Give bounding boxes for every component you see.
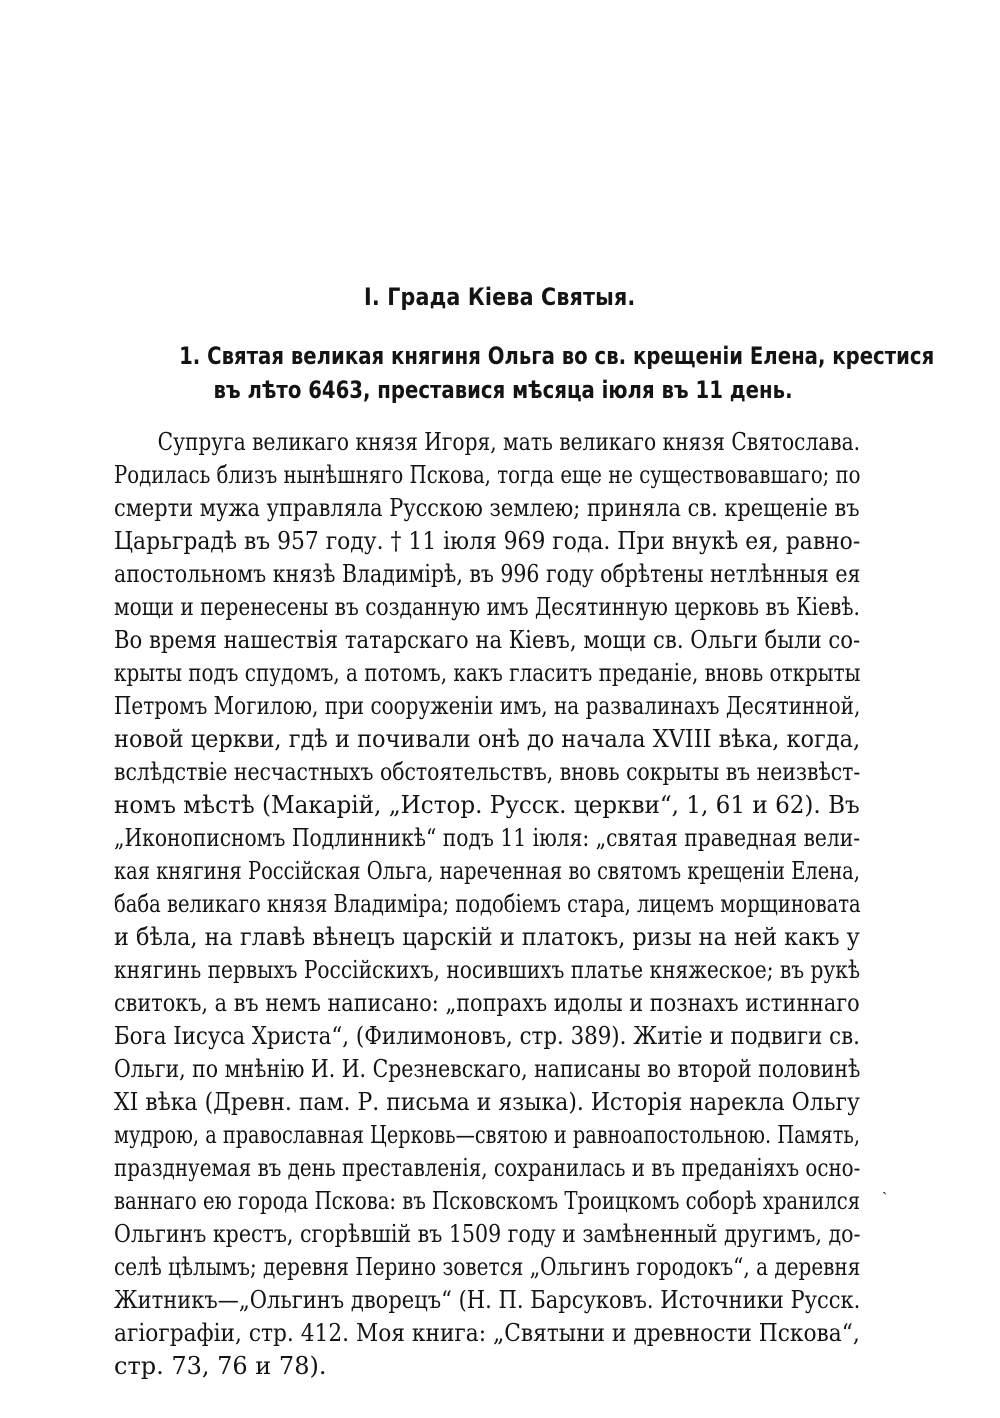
entry-heading-line-2: въ лѣто 6463, преставися мѣсяца іюля въ 11 день. bbox=[213, 376, 793, 404]
text-line: Во время нашествія татарскаго на Кіевъ, мощи св. Ольги были со- bbox=[114, 626, 861, 654]
text-line: мощи и перенесены въ созданную имъ Десятинную церковь въ Кіевѣ. bbox=[114, 593, 860, 621]
text-line: Царьградѣ въ 957 году. † 11 іюля 969 года. При внукѣ ея, равно- bbox=[114, 527, 861, 555]
text-line: стр. 73, 76 и 78). bbox=[114, 1352, 327, 1380]
text-line: вслѣдствіе несчастныхъ обстоятельствъ, вновь сокрыты въ неизвѣст- bbox=[114, 758, 861, 786]
text-line: кая княгиня Россійская Ольга, нареченная во святомъ крещеніи Елена, bbox=[114, 857, 860, 885]
text-line: Родилась близъ нынѣшняго Пскова, тогда еще не существовавшаго; по bbox=[114, 461, 861, 489]
text-line: смерти мужа управляла Русскою землею; приняла св. крещеніе въ bbox=[114, 494, 860, 522]
text-line: номъ мѣстѣ (Макарій, „Истор. Русск. церкви“, 1, 61 и 62). Въ bbox=[114, 791, 860, 819]
text-line: Ольги, по мнѣнію И. И. Срезневскаго, написаны во второй половинѣ bbox=[114, 1055, 861, 1083]
body-paragraph bbox=[114, 426, 860, 1383]
entry-heading-line-1: 1. Святая великая княгиня Ольга во св. крещеніи Елена, крестися bbox=[179, 342, 935, 370]
text-line: селѣ цѣлымъ; деревня Перино зовется „Ольгинъ городокъ“, а деревня bbox=[114, 1253, 861, 1281]
text-line: ваннаго ею города Пскова: въ Псковскомъ Троицкомъ соборѣ хранился bbox=[114, 1187, 861, 1215]
entry-heading bbox=[108, 339, 935, 407]
print-speck: ˎ bbox=[882, 1176, 888, 1195]
text-line: агіографіи, стр. 412. Моя книга: „Святыни и древности Пскова“, bbox=[114, 1319, 860, 1347]
text-line: Бога Іисуса Христа“, (Филимоновъ, стр. 389). Житіе и подвиги св. bbox=[114, 1022, 860, 1050]
text-line: Петромъ Могилою, при сооруженіи имъ, на развалинахъ Десятинной, bbox=[114, 692, 861, 720]
text-line: „Иконописномъ Подлинникѣ“ подъ 11 іюля: „святая праведная вели- bbox=[114, 824, 861, 852]
text-line: Ольгинъ крестъ, сгорѣвшій въ 1509 году и замѣненный другимъ, до- bbox=[114, 1220, 861, 1248]
text-line: XI вѣка (Древн. пам. Р. письма и языка). Исторія нарекла Ольгу bbox=[114, 1088, 860, 1116]
text-line: княгинь первыхъ Россійскихъ, носившихъ платье княжеское; въ рукѣ bbox=[114, 956, 861, 984]
text-line: апостольномъ князѣ Владимірѣ, въ 996 году обрѣтены нетлѣнныя ея bbox=[114, 560, 861, 588]
section-heading: I. Града Кіева Святыя. bbox=[364, 283, 636, 311]
text-line: Житникъ—„Ольгинъ дворецъ“ (Н. П. Барсуковъ. Источники Русск. bbox=[114, 1286, 861, 1314]
text-line: мудрою, а православная Церковь—святою и равноапостольною. Память, bbox=[114, 1121, 860, 1149]
text-line: новой церкви, гдѣ и почивали онѣ до начала XVIII вѣка, когда, bbox=[114, 725, 861, 753]
text-line: свитокъ, а въ немъ написано: „попрахъ идолы и познахъ истиннаго bbox=[114, 989, 860, 1017]
text-line: и бѣла, на главѣ вѣнецъ царскій и платокъ, ризы на ней какъ у bbox=[114, 923, 860, 951]
text-line: Супруга великаго князя Игоря, мать великаго князя Святослава. bbox=[157, 428, 861, 456]
text-line: празднуемая въ день преставленія, сохранилась и въ преданіяхъ осно- bbox=[114, 1154, 861, 1182]
text-line: крыты подъ спудомъ, а потомъ, какъ гласитъ преданіе, вновь открыты bbox=[114, 659, 861, 687]
text-line: баба великаго князя Владиміра; подобіемъ стара, лицемъ морщиновата bbox=[114, 890, 861, 918]
